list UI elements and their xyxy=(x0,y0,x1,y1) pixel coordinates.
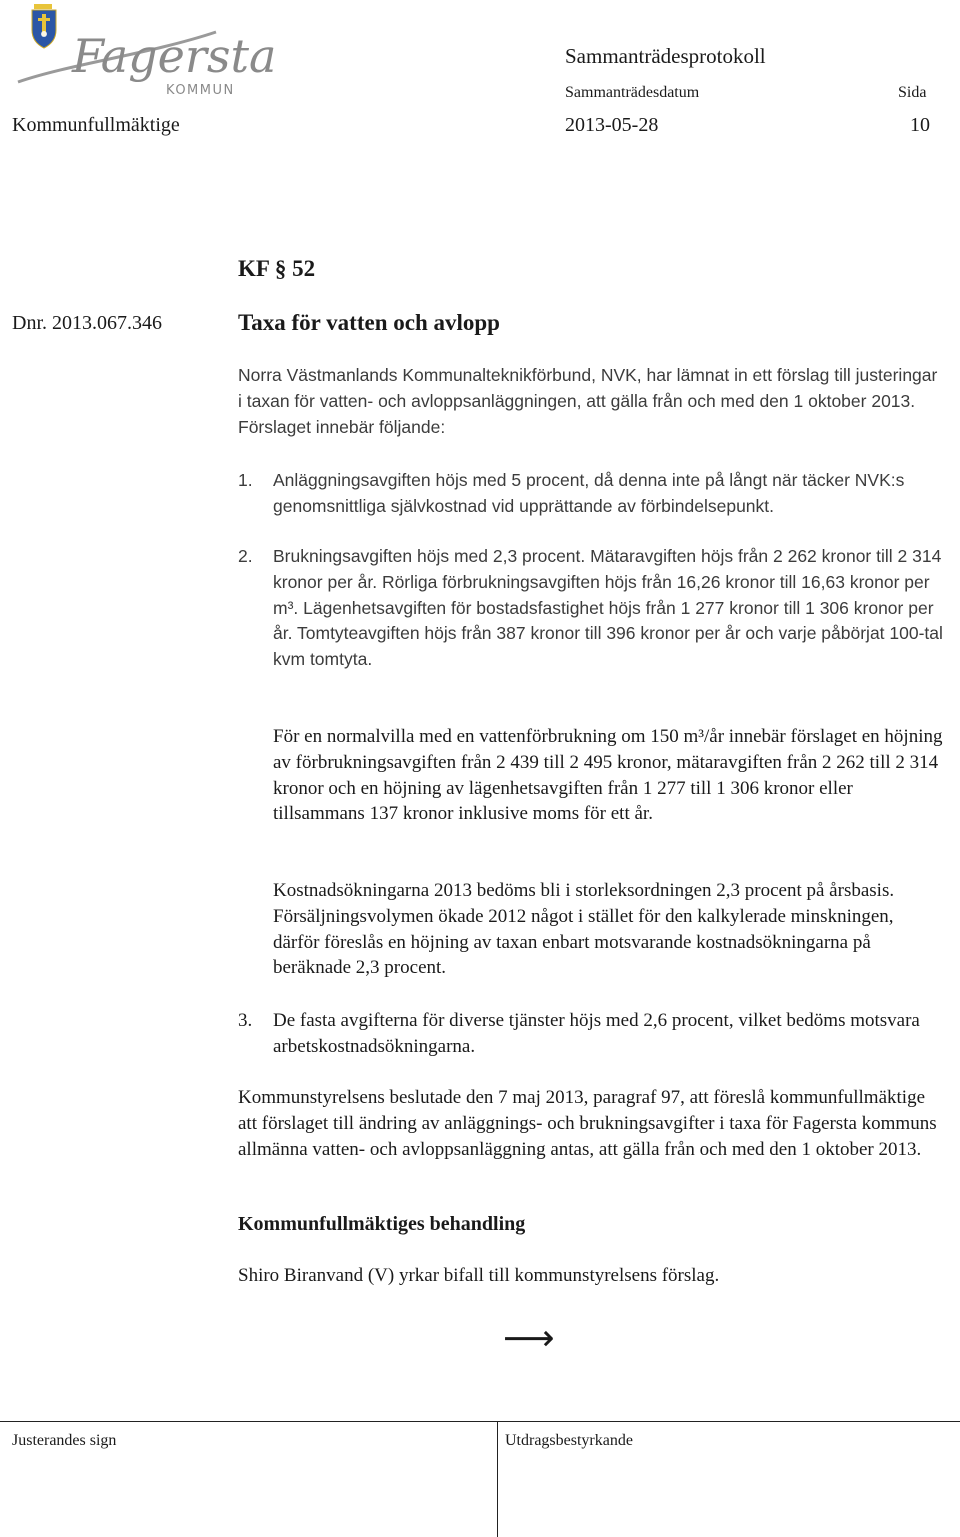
list-item-text: De fasta avgifterna för diverse tjänster höjs med 2,6 procent, vilket bedöms motsvara arbetskostnadsökningarna. xyxy=(273,1010,920,1057)
justerandes-sign-label: Justerandes sign xyxy=(12,1432,117,1449)
list-item-text: Brukningsavgiften höjs med 2,3 procent. Mätaravgiften höjs från 2 262 kronor till 2 314 kronor per år. Rörliga förbrukningsavgiften höjs från 16,26 kronor till 16,63 kronor per m³. Lägenhetsavgiften för bostadsfastighet höjs från 1 277 kronor till 1 306 kronor per år. Tomtyteavgiften höjs från 387 kronor till 396 kronor per år och varje påbörjat 100-tal kvm tomtyta. xyxy=(273,546,943,670)
continuation-arrow-icon: ⟶ xyxy=(503,1318,555,1359)
list-item-number: 3. xyxy=(238,1010,253,1031)
example-paragraph: För en normalvilla med en vattenförbrukning om 150 m³/år innebär förslaget en höjning av förbrukningsavgiften från 2 439 till 2 495 kronor, mätaravgiften från 2 262 till 2 314 kronor och en höjning av lägenhetsavgiften från 1 277 till 1 306 kronor eller tillsammans 137 kronor inklusive moms för ett år. xyxy=(273,726,943,825)
logo-wordmark: Fagersta xyxy=(72,29,277,83)
signature-footer xyxy=(0,1421,960,1537)
ks-decision-paragraph: Kommunstyrelsens beslutade den 7 maj 2013, paragraf 97, att föreslå kommunfullmäktige att förslaget till ändring av anläggnings- och brukningsavgifter i taxa för Fagersta kommuns allmänna vatten- och avloppsanläggning antas, att gälla från och med den 1 oktober 2013. xyxy=(238,1087,937,1160)
section-heading: Kommunfullmäktiges behandling xyxy=(238,1213,526,1235)
list-item-number: 1. xyxy=(238,470,253,490)
intro-paragraph: Norra Västmanlands Kommunalteknikförbund, NVK, har lämnat in ett förslag till justeringar i taxan för vatten- och avloppsanläggningen, att gälla från och med den 1 oktober 2013. Förslaget innebär följande: xyxy=(238,365,938,437)
footer-divider xyxy=(497,1422,498,1537)
protocol-title: Sammanträdesprotokoll xyxy=(565,44,766,68)
page-number: 10 xyxy=(910,114,930,136)
coat-of-arms-icon xyxy=(32,4,56,48)
utdragsbestyrkande-label: Utdragsbestyrkande xyxy=(505,1432,633,1449)
logo-subtext: KOMMUN xyxy=(166,83,235,98)
motion-text: Shiro Biranvand (V) yrkar bifall till kommunstyrelsens förslag. xyxy=(238,1265,720,1286)
list-item-number: 2. xyxy=(238,546,253,566)
meeting-date-label: Sammanträdesdatum xyxy=(565,84,700,101)
list-item xyxy=(238,468,944,520)
case-title: Taxa för vatten och avlopp xyxy=(238,310,500,335)
list-item xyxy=(238,1008,944,1060)
diary-number: Dnr. 2013.067.346 xyxy=(12,312,162,334)
meeting-date: 2013-05-28 xyxy=(565,114,659,136)
fagersta-kommun-logo xyxy=(10,4,277,98)
list-item xyxy=(238,544,944,673)
cost-paragraph: Kostnadsökningarna 2013 bedöms bli i storleksordningen 2,3 procent på årsbasis. Försäljningsvolymen ökade 2012 något i stället för den kalkylerade minskningen, därför föreslås en höjning av taxan enbart motsvarande kostnadsökningarna på beräknade 2,3 procent. xyxy=(273,880,895,979)
list-item-text: Anläggningsavgiften höjs med 5 procent, då denna inte på långt när täcker NVK:s genomsnittliga självkostnad vid upprättande av förbindelsepunkt. xyxy=(273,470,905,516)
paragraph-reference: KF § 52 xyxy=(238,256,316,281)
decision-body-name: Kommunfullmäktige xyxy=(12,114,180,136)
page-label: Sida xyxy=(898,84,927,101)
